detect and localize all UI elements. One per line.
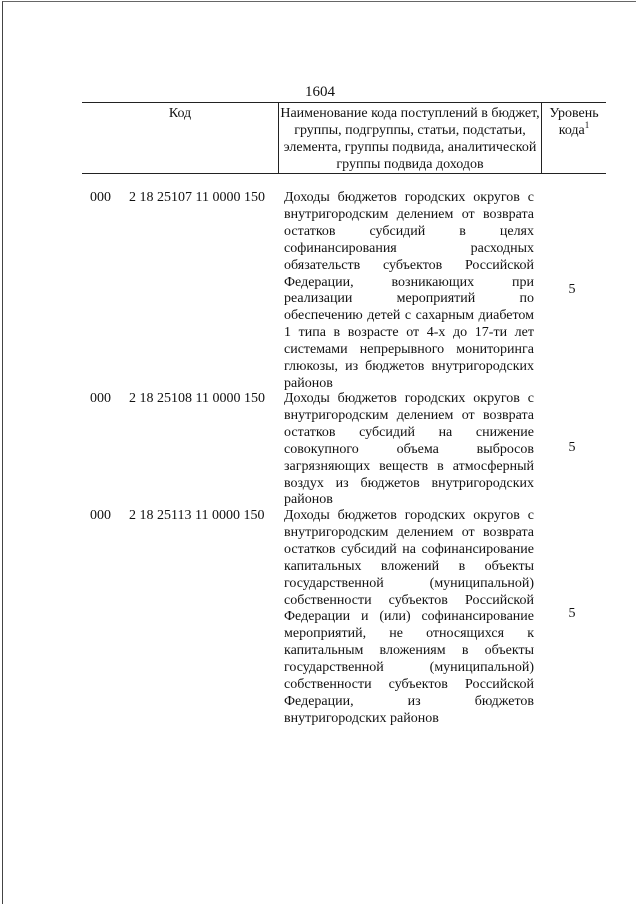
header-code-column (82, 103, 278, 173)
row-level: 5 (568, 440, 576, 455)
header-name-label: Наименование кода поступлений в бюджет, группы, подгруппы, статьи, подстатьи, элемента, группы подвида, аналитической группы подвида доходов (278, 103, 541, 173)
row-code: 2 18 25107 11 0000 150 (129, 190, 265, 205)
row-code: 2 18 25108 11 0000 150 (129, 391, 265, 406)
page-number: 1604 (305, 84, 335, 100)
row-prefix: 000 (90, 391, 111, 406)
row-prefix: 000 (90, 190, 111, 205)
row-name: Доходы бюджетов городских округов с внутригородским делением от возврата остатков субсидий в целях софинансирования расходных обязательств субъектов Российской Федерации, возникающих при реализации мероприятий по обеспечению детей с сахарным диабетом 1 типа в возрасте от 4-х до 17-ти лет системами непрерывного мониторинга глюкозы, из бюджетов внутригородских районов (284, 190, 534, 391)
header-level-footnote: 1 (584, 120, 590, 130)
row-name: Доходы бюджетов городских округов с внутригородским делением от возврата остатков субсидий на снижение совокупного объема выбросов загрязняющих веществ в атмосферный воздух из бюджетов внутригородских районов (284, 391, 534, 508)
header-code-label: Код (168, 106, 192, 121)
row-level: 5 (568, 282, 576, 297)
table-header (82, 102, 606, 174)
header-level-column (541, 103, 606, 173)
row-level: 5 (568, 606, 576, 621)
header-level-label: Уровень кода (549, 106, 599, 138)
row-code: 2 18 25113 11 0000 150 (129, 508, 265, 523)
row-prefix: 000 (90, 508, 111, 523)
row-name: Доходы бюджетов городских округов с внутригородским делением от возврата остатков субсидий на софинансирование капитальных вложений в объекты государственной (муниципальной) собственности субъектов Российской Федерации и (или) софинансирование мероприятий, не относящихся к капитальным вложениям в объекты государственной (муниципальной) собственности субъектов Российской Федерации, из бюджетов внутригородских районов (284, 508, 534, 726)
